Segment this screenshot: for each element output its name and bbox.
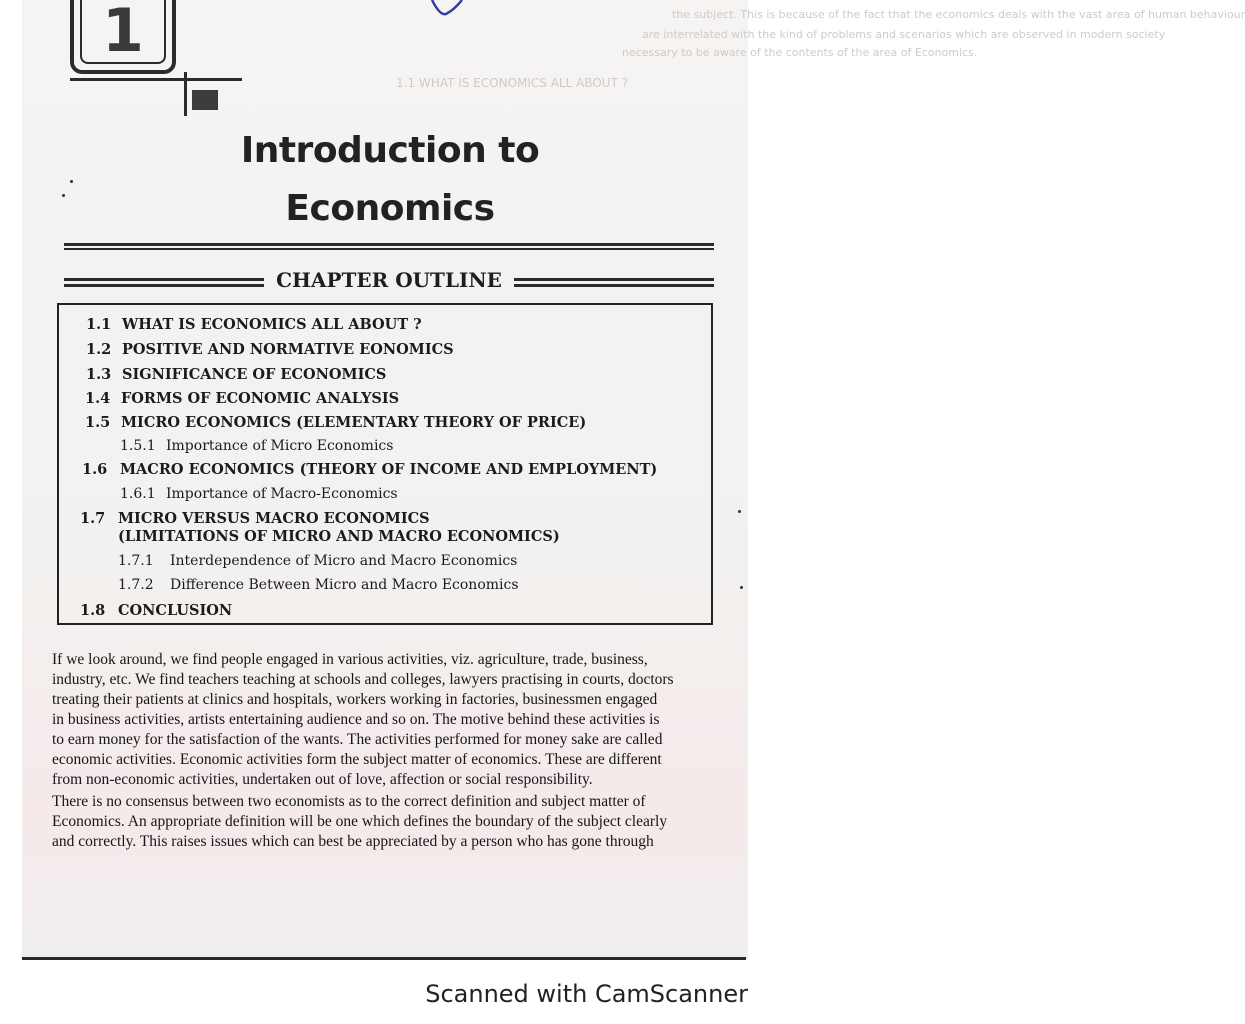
decorative-square (192, 90, 218, 110)
chapter-title-line2: Economics (285, 188, 495, 229)
outline-item: 1.6 MACRO ECONOMICS (THEORY OF INCOME AND EMPLOYMENT) (82, 461, 658, 478)
ghost-text-1: the subject. This is because of the fact that the economics deals with the vast area of human behaviour (672, 8, 1245, 21)
outline-item: 1.4 FORMS OF ECONOMIC ANALYSIS (85, 390, 400, 407)
outline-rule-right (514, 278, 714, 281)
chapter-number: 1 (102, 0, 144, 66)
page-edge (22, 957, 746, 960)
outline-subitem: 1.7.1 Interdependence of Micro and Macro Economics (118, 553, 518, 569)
outline-subitem: 1.5.1 Importance of Micro Economics (120, 438, 394, 454)
pen-mark-icon (430, 0, 464, 20)
outline-rule-left (64, 284, 264, 287)
title-rule (64, 243, 714, 246)
outline-item: 1.5 MICRO ECONOMICS (ELEMENTARY THEORY OF PRICE) (85, 414, 587, 431)
divider (70, 78, 242, 81)
camscanner-watermark: Scanned with CamScanner (425, 980, 748, 1008)
outline-heading: CHAPTER OUTLINE (276, 268, 502, 292)
outline-item: 1.7 MICRO VERSUS MACRO ECONOMICS (80, 510, 430, 527)
ghost-heading: 1.1 WHAT IS ECONOMICS ALL ABOUT ? (396, 76, 629, 90)
body-paragraph-2: There is no consensus between two economists as to the correct definition and subject matter of Economics. An appropriate definition will be one which defines the boundary of the subject clearly and correctly. This raises issues which can best be appreciated by a person who has gone through (52, 793, 668, 850)
speck (62, 194, 65, 197)
divider (184, 72, 187, 116)
outline-rule-left (64, 278, 264, 281)
speck (740, 586, 743, 589)
ghost-text-3: necessary to be aware of the contents of the area of Economics. (622, 46, 978, 59)
speck (738, 510, 741, 513)
outline-item: 1.8 CONCLUSION (80, 602, 233, 619)
chapter-number-box (70, 0, 176, 74)
outline-item: 1.3 SIGNIFICANCE OF ECONOMICS (86, 366, 387, 383)
chapter-title-line1: Introduction to (240, 130, 540, 171)
ghost-text-2: are interrelated with the kind of problems and scenarios which are observed in modern society (642, 28, 1166, 41)
outline-item-continuation: (LIMITATIONS OF MICRO AND MACRO ECONOMICS) (118, 528, 560, 545)
speck (70, 180, 73, 183)
outline-subitem: 1.6.1 Importance of Macro-Economics (120, 486, 398, 502)
body-paragraph-1: If we look around, we find people engaged in various activities, viz. agriculture, trade, business, industry, etc. We find teachers teaching at schools and colleges, lawyers practising in courts, doctors treating their patients at clinics and hospitals, workers working in factories, businessmen engaged in business activities, artists entertaining audience and so on. The motive behind these activities is to earn money for the satisfaction of the wants. The activities performed for money sake are called economic activities. Economic activities form the subject matter of economics. These are different from non-economic activities, undertaken out of love, affection or social responsibility. (52, 651, 674, 788)
outline-item: 1.1 WHAT IS ECONOMICS ALL ABOUT ? (86, 316, 422, 333)
title-rule (64, 248, 714, 250)
outline-subitem: 1.7.2 Difference Between Micro and Macro Economics (118, 577, 519, 593)
outline-item: 1.2 POSITIVE AND NORMATIVE EONOMICS (86, 341, 454, 358)
outline-rule-right (514, 284, 714, 287)
